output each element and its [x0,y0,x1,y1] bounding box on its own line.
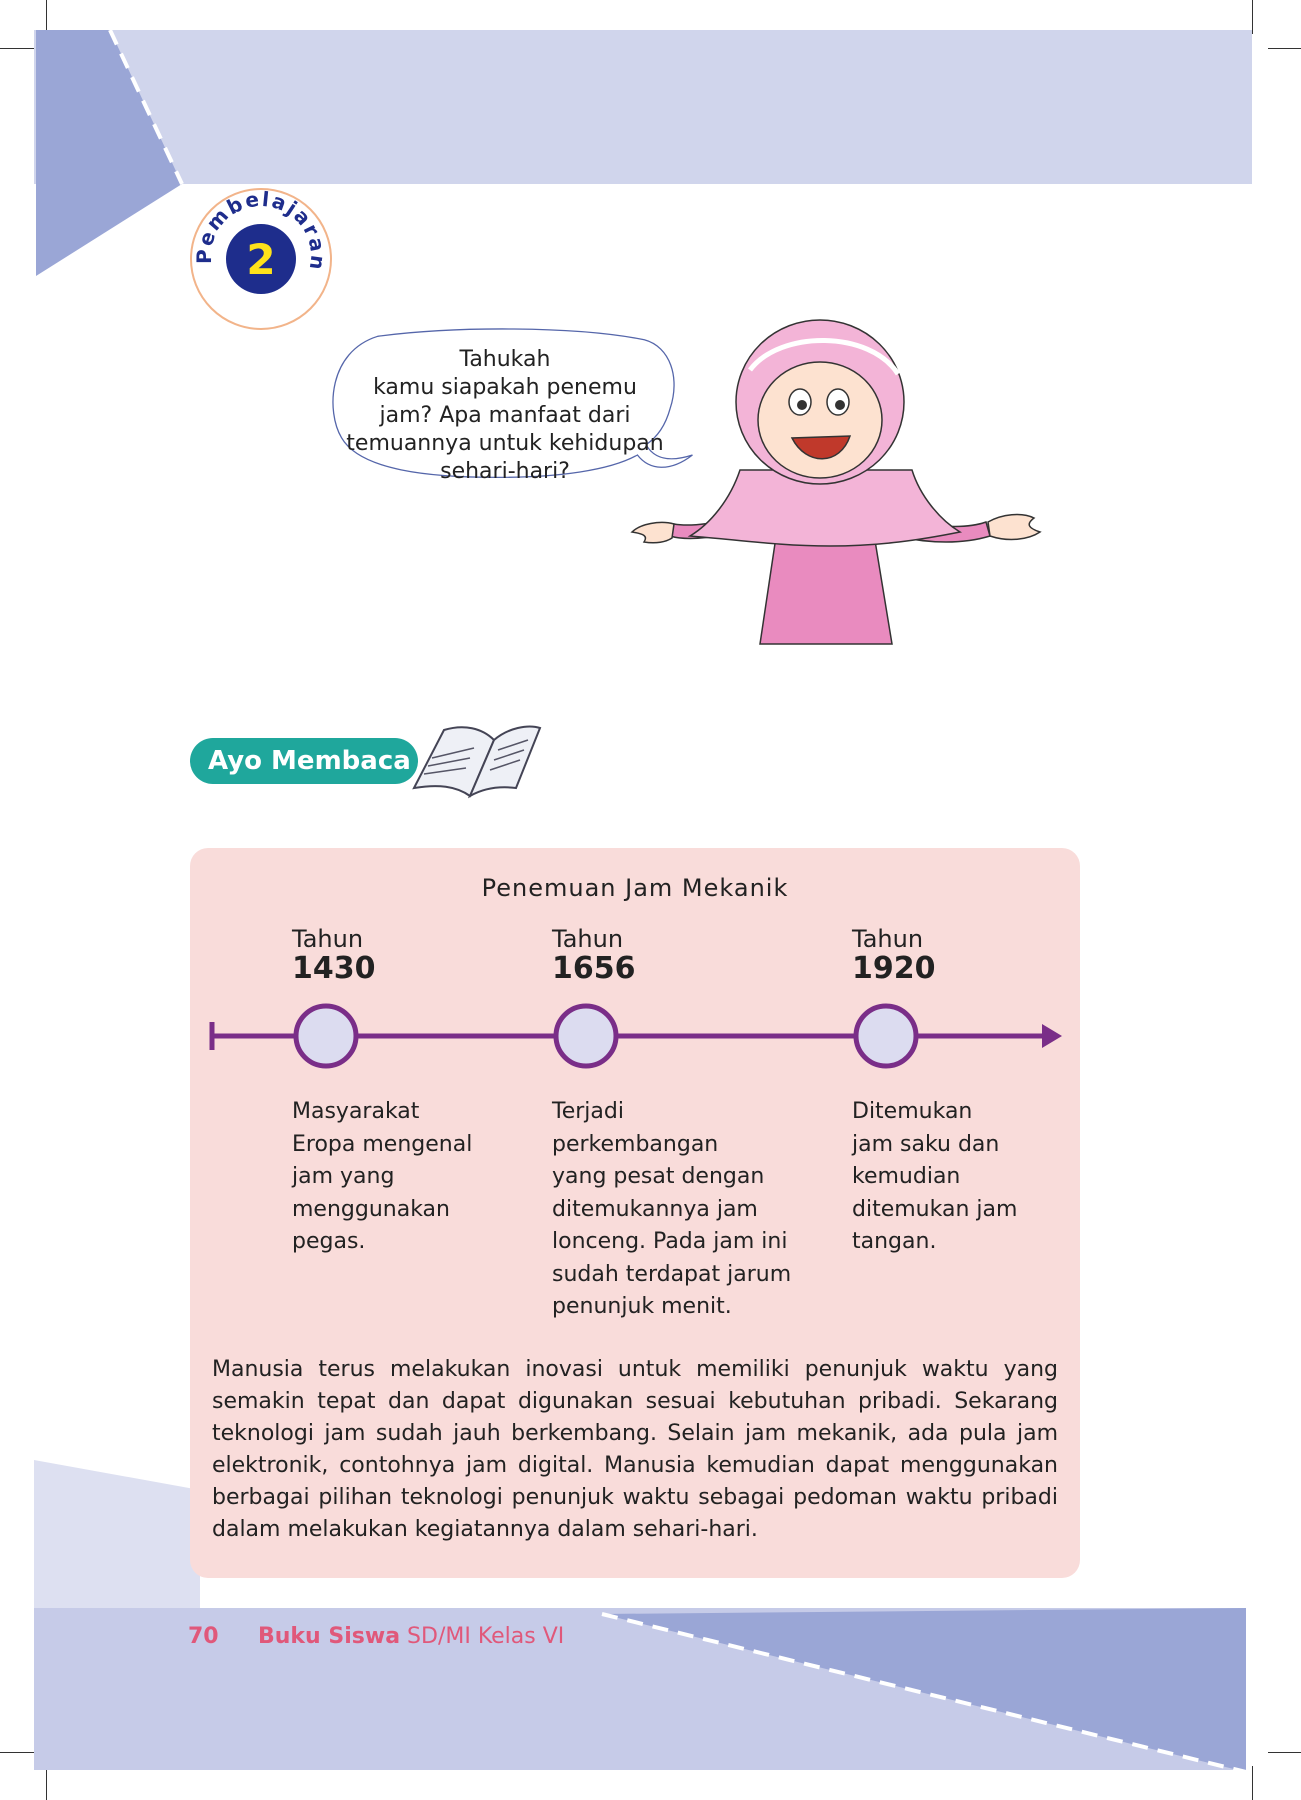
year-value: 1430 [292,951,376,986]
event-line: jam saku dan [852,1131,1000,1157]
timeline-event-1920 [852,1096,1112,1259]
event-line: ditemukan jam [852,1196,1018,1222]
event-line: Terjadi [552,1099,624,1124]
timeline-node [556,1006,616,1066]
timeline-node [856,1006,916,1066]
year-prefix: Tahun [552,925,624,953]
event-line: menggunakan [292,1196,450,1222]
event-line: jam yang [292,1164,395,1189]
section-label: Ayo Membaca [190,738,418,784]
open-book-icon [404,718,546,800]
event-line: sudah terdapat jarum [552,1261,792,1287]
event-line: lonceng. Pada jam ini [552,1229,788,1254]
timeline-year-1920 [852,926,936,986]
event-line: kemudian [852,1164,961,1189]
timeline-title: Penemuan Jam Mekanik [481,874,789,902]
timeline-event-1430 [292,1096,552,1259]
crop-mark [1268,1752,1301,1753]
event-line: yang pesat dengan [552,1164,765,1189]
year-prefix: Tahun [292,925,364,953]
event-line: ditemukannya jam [552,1196,758,1222]
speech-line: temuannya untuk kehidupan [346,431,664,456]
girl-illustration [630,310,1050,650]
event-line: penunjuk menit. [552,1294,732,1319]
speech-line: kamu siapakah penemu [373,375,637,400]
crop-mark [0,1752,34,1753]
timeline-axis [200,1000,1070,1076]
event-line: pegas. [292,1229,366,1254]
event-line: Ditemukan [852,1099,973,1124]
speech-line: jam? Apa manfaat dari [379,403,631,428]
footer-triangle-decoration [600,1606,1250,1776]
event-line: tangan. [852,1229,937,1254]
crop-mark [1252,1766,1253,1800]
page-number: 70 [188,1624,219,1649]
timeline-event-1656 [552,1096,812,1324]
speech-text [330,346,680,486]
event-line: Masyarakat [292,1099,420,1124]
timeline-year-1430 [292,926,376,986]
book-title-rest: SD/MI Kelas VI [400,1624,565,1649]
book-title [258,1624,564,1649]
year-prefix: Tahun [852,925,924,953]
speech-line: Tahukah [459,347,551,372]
body-paragraph: Manusia terus melakukan inovasi untuk memiliki penunjuk waktu yang semakin tepat dan dapat digunakan sesuai kebutuhan pribadi. Sekarang teknologi jam sudah jauh berkembang. Selain jam mekanik, ada pula jam elektronik, contohnya jam digital. Manusia kemudian dapat menggunakan berbagai pilihan teknologi penunjuk waktu sebagai pedoman waktu pribadi dalam melakukan kegiatannya dalam sehari-hari. [212,1357,1058,1542]
crop-mark [46,1766,47,1800]
bottom-left-decoration [0,1450,200,1610]
timeline-year-1656 [552,926,636,986]
event-line: Eropa mengenal [292,1131,473,1157]
svg-text:Pembelajaran: Pembelajaran [191,188,331,274]
event-line: perkembangan [552,1131,719,1157]
speech-line: sehari-hari? [440,459,570,484]
year-value: 1920 [852,951,936,986]
timeline-node [296,1006,356,1066]
book-title-bold: Buku Siswa [258,1624,401,1649]
lesson-number: 2 [226,224,296,294]
year-value: 1656 [552,951,636,986]
